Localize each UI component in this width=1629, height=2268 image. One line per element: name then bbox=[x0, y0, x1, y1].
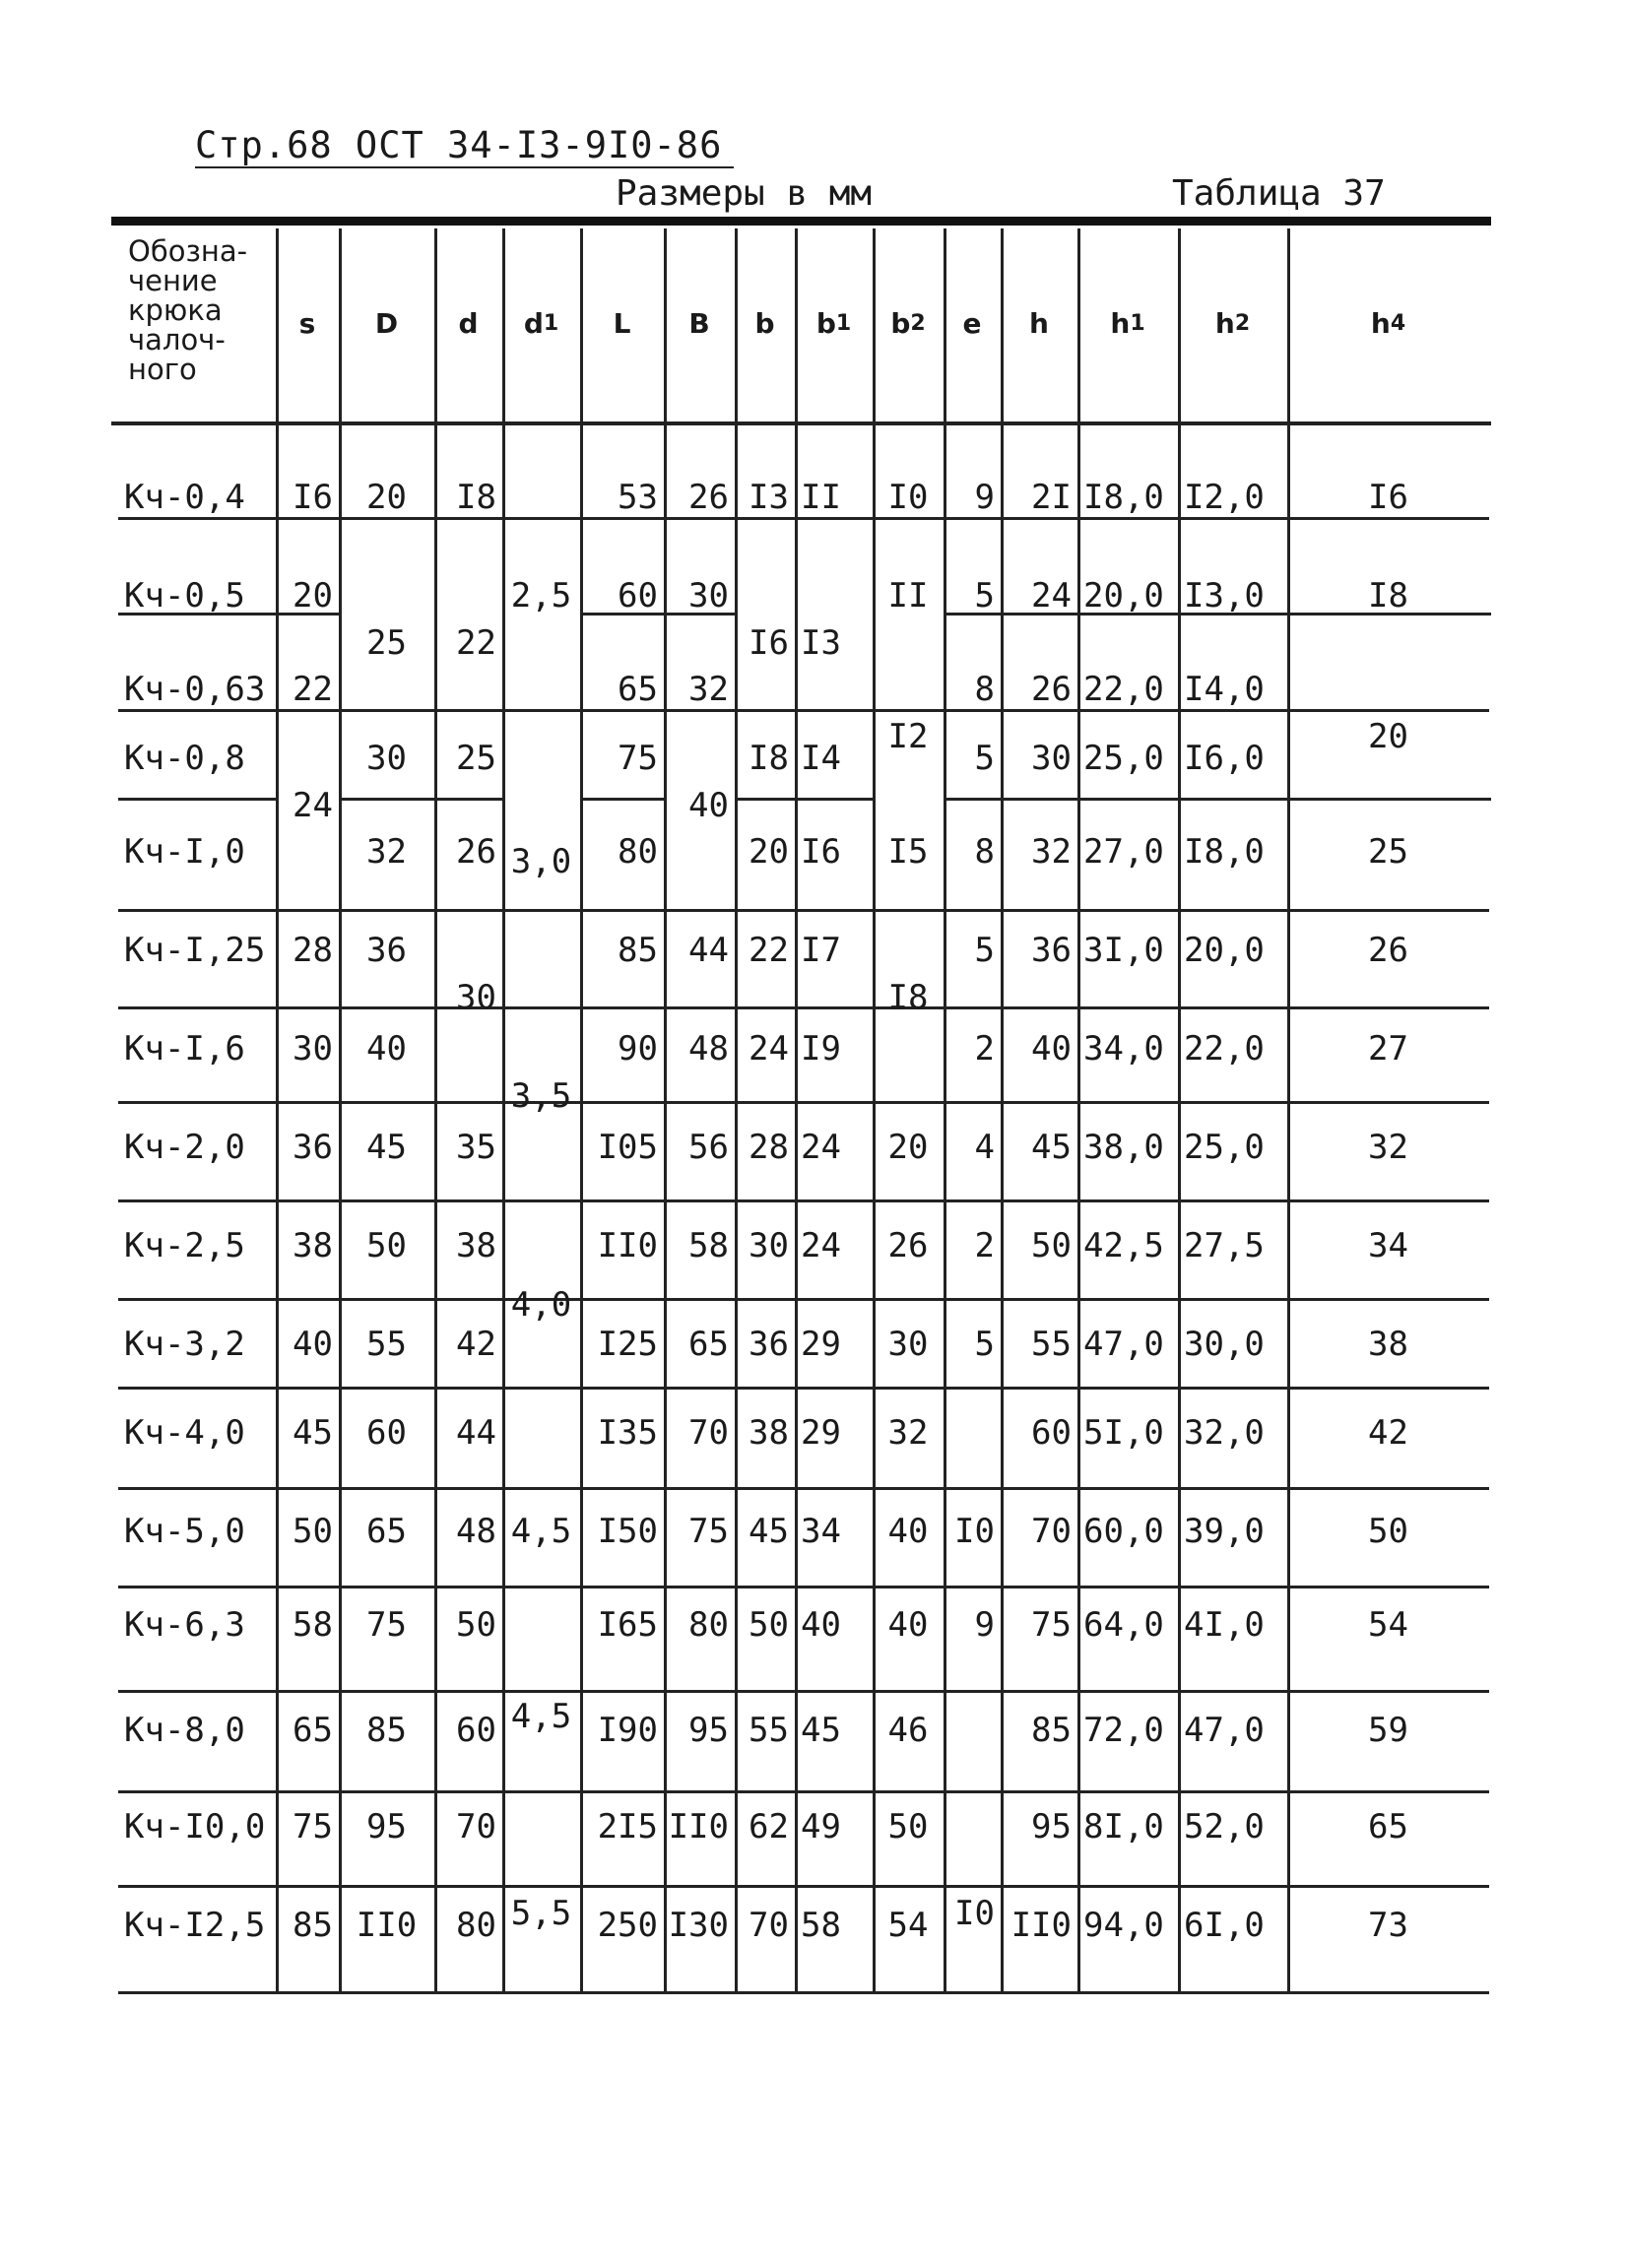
table-cell: 32 bbox=[887, 1413, 929, 1453]
table-cell: 48 bbox=[688, 1029, 729, 1069]
table-cell: 30 bbox=[293, 1029, 333, 1069]
table-cell: 39,0 bbox=[1184, 1512, 1265, 1551]
table-cell: 38 bbox=[1368, 1325, 1408, 1364]
table-cell: II0 bbox=[597, 1226, 658, 1265]
header-D: D bbox=[374, 306, 399, 340]
row-divider bbox=[118, 1991, 1489, 1994]
table-cell: I50 bbox=[597, 1512, 658, 1551]
table-cell: I9 bbox=[801, 1029, 841, 1069]
table-cell: 62 bbox=[749, 1807, 789, 1847]
table-cell: 40 bbox=[1031, 1029, 1072, 1069]
table-cell: 50 bbox=[366, 1226, 407, 1265]
table-cell: 52,0 bbox=[1184, 1807, 1265, 1847]
table-cell: 60 bbox=[456, 1711, 496, 1750]
table-cell: 20 bbox=[749, 832, 789, 872]
table-cell: 70 bbox=[688, 1413, 729, 1453]
table-cell: 6I,0 bbox=[1184, 1906, 1265, 1945]
table-cell: 22,0 bbox=[1083, 670, 1164, 709]
merged-cell: 40 bbox=[688, 785, 729, 825]
row-divider bbox=[735, 798, 873, 801]
table-cell: 34 bbox=[1368, 1226, 1408, 1265]
table-cell: 8I,0 bbox=[1083, 1807, 1164, 1847]
table-cell: 45 bbox=[366, 1128, 407, 1167]
table-cell: 8 bbox=[974, 832, 995, 872]
table-cell: 29 bbox=[801, 1325, 841, 1364]
table-cell: I8 bbox=[456, 478, 496, 517]
merged-cell: 5,5 bbox=[510, 1893, 572, 1933]
table-cell: 80 bbox=[456, 1906, 496, 1945]
table-cell: 30 bbox=[366, 739, 407, 778]
table-cell: 95 bbox=[1031, 1807, 1072, 1847]
table-cell: 30,0 bbox=[1184, 1325, 1265, 1364]
table-cell: 40 bbox=[293, 1325, 333, 1364]
table-cell: 42 bbox=[1368, 1413, 1408, 1453]
row-designation: Кч-I,0 bbox=[124, 832, 245, 872]
table-cell: 20 bbox=[887, 1128, 929, 1167]
table-cell: 38 bbox=[456, 1226, 496, 1265]
table-cell: I30 bbox=[668, 1906, 729, 1945]
table-cell: 28 bbox=[293, 931, 333, 970]
table-cell: I0 bbox=[887, 478, 929, 517]
table-cell: 42,5 bbox=[1083, 1226, 1164, 1265]
table-cell: 75 bbox=[293, 1807, 333, 1847]
table-cell: 25 bbox=[1368, 832, 1408, 872]
table-cell: 65 bbox=[688, 1325, 729, 1364]
row-divider bbox=[118, 1298, 1489, 1301]
table-cell: 5 bbox=[974, 739, 995, 778]
row-divider bbox=[118, 1690, 1489, 1693]
table-cell: 50 bbox=[456, 1605, 496, 1645]
table-cell: 32,0 bbox=[1184, 1413, 1265, 1453]
table-cell: I90 bbox=[597, 1711, 658, 1750]
table-cell: 58 bbox=[293, 1605, 333, 1645]
table-cell: 20 bbox=[293, 576, 333, 616]
table-cell: I0 bbox=[954, 1512, 995, 1551]
merged-cell: 4,0 bbox=[510, 1285, 572, 1325]
table-cell: 2 bbox=[974, 1226, 995, 1265]
table-cell: 32 bbox=[1031, 832, 1072, 872]
table-cell: 45 bbox=[801, 1711, 841, 1750]
table-cell: 50 bbox=[293, 1512, 333, 1551]
table-cell: 26 bbox=[688, 478, 729, 517]
table-cell: I8 bbox=[749, 739, 789, 778]
table-cell: 45 bbox=[293, 1413, 333, 1453]
table-cell: 250 bbox=[597, 1906, 658, 1945]
table-cell: 2I5 bbox=[597, 1807, 658, 1847]
table-cell: 22 bbox=[293, 670, 333, 709]
table-cell: 24 bbox=[801, 1128, 841, 1167]
table-cell: 40 bbox=[887, 1605, 929, 1645]
table-cell: I4,0 bbox=[1184, 670, 1265, 709]
table-cell: 75 bbox=[688, 1512, 729, 1551]
row-designation: Кч-0,63 bbox=[124, 670, 266, 709]
table-cell: 2I bbox=[1031, 478, 1072, 517]
table-cell: 60,0 bbox=[1083, 1512, 1164, 1551]
table-cell: 50 bbox=[887, 1807, 929, 1847]
table-cell: 80 bbox=[688, 1605, 729, 1645]
table-cell: 60 bbox=[1031, 1413, 1072, 1453]
table-cell: 25,0 bbox=[1083, 739, 1164, 778]
merged-cell: I8 bbox=[887, 977, 929, 1017]
table-cell: 24 bbox=[1031, 576, 1072, 616]
table-cell: 24 bbox=[801, 1226, 841, 1265]
table-cell: 26 bbox=[456, 832, 496, 872]
row-designation: Кч-8,0 bbox=[124, 1711, 245, 1750]
merged-cell: 22 bbox=[456, 622, 496, 663]
table-cell: 36 bbox=[1031, 931, 1072, 970]
header-d: d bbox=[458, 306, 479, 340]
merged-cell: 3,0 bbox=[510, 842, 572, 881]
table-cell: 5 bbox=[974, 931, 995, 970]
table-cell: 27 bbox=[1368, 1029, 1408, 1069]
table-cell: 38 bbox=[293, 1226, 333, 1265]
table-cell: 56 bbox=[688, 1128, 729, 1167]
table-cell: 85 bbox=[293, 1906, 333, 1945]
row-designation: Кч-I,6 bbox=[124, 1029, 245, 1069]
merged-cell: 24 bbox=[293, 785, 333, 825]
row-designation: Кч-5,0 bbox=[124, 1512, 245, 1551]
table-cell: II0 bbox=[1010, 1906, 1072, 1945]
table-cell: II0 bbox=[356, 1906, 418, 1945]
header-b2: b 2 bbox=[890, 306, 926, 340]
row-divider bbox=[118, 1199, 1489, 1202]
table-cell: 27,5 bbox=[1184, 1226, 1265, 1265]
table-cell: I3 bbox=[749, 478, 789, 517]
table-cell: 40 bbox=[887, 1512, 929, 1551]
header-designation: Обозна- чение крюка чалоч- ного bbox=[128, 234, 248, 386]
table-cell: 64,0 bbox=[1083, 1605, 1164, 1645]
table-cell: 55 bbox=[366, 1325, 407, 1364]
row-divider bbox=[118, 1101, 1489, 1104]
merged-cell: I0 bbox=[954, 1893, 995, 1933]
table-cell: 20,0 bbox=[1184, 931, 1265, 970]
table-cell: I6 bbox=[1368, 478, 1408, 517]
row-divider bbox=[118, 909, 1489, 912]
table-cell: I7 bbox=[801, 931, 841, 970]
table-cell: 30 bbox=[749, 1226, 789, 1265]
table-cell: I6,0 bbox=[1184, 739, 1265, 778]
row-divider bbox=[580, 798, 664, 801]
table-cell: 38,0 bbox=[1083, 1128, 1164, 1167]
merged-cell: 25 bbox=[366, 622, 407, 663]
table-cell: 58 bbox=[801, 1906, 841, 1945]
table-cell: 25,0 bbox=[1184, 1128, 1265, 1167]
header-h2: h 2 bbox=[1214, 306, 1251, 340]
table-cell: I8,0 bbox=[1083, 478, 1164, 517]
table-cell: 70 bbox=[749, 1906, 789, 1945]
table-cell: 85 bbox=[1031, 1711, 1072, 1750]
table-cell: II0 bbox=[668, 1807, 729, 1847]
row-designation: Кч-6,3 bbox=[124, 1605, 245, 1645]
table-cell: I6 bbox=[801, 832, 841, 872]
table-cell: 50 bbox=[1368, 1512, 1408, 1551]
table-cell: 44 bbox=[688, 931, 729, 970]
merged-cell: 4,5 bbox=[510, 1696, 572, 1736]
merged-cell: I3 bbox=[801, 622, 841, 663]
table-cell: 58 bbox=[688, 1226, 729, 1265]
table-cell: 54 bbox=[1368, 1605, 1408, 1645]
table-cell: 65 bbox=[293, 1711, 333, 1750]
table-cell: 60 bbox=[618, 576, 658, 616]
table-cell: 36 bbox=[749, 1325, 789, 1364]
row-designation: Кч-3,2 bbox=[124, 1325, 245, 1364]
header-d1: d 1 bbox=[523, 306, 559, 340]
table-cell: 22,0 bbox=[1184, 1029, 1265, 1069]
header-s: s bbox=[298, 306, 316, 340]
row-divider bbox=[339, 798, 502, 801]
table-cell: 54 bbox=[887, 1906, 929, 1945]
table-cell: 26 bbox=[1031, 670, 1072, 709]
table-cell: 44 bbox=[456, 1413, 496, 1453]
table-cell: 38 bbox=[749, 1413, 789, 1453]
table-cell: 45 bbox=[1031, 1128, 1072, 1167]
row-divider bbox=[118, 1586, 1489, 1588]
table-number: Таблица 37 bbox=[1172, 173, 1386, 214]
table-cell: 70 bbox=[456, 1807, 496, 1847]
merged-cell: 2,5 bbox=[510, 576, 572, 616]
units-label: Размеры в мм bbox=[616, 173, 873, 214]
header-b: b bbox=[754, 306, 775, 340]
table-cell: 65 bbox=[618, 670, 658, 709]
table-cell: 65 bbox=[366, 1512, 407, 1551]
row-divider bbox=[118, 1487, 1489, 1490]
merged-cell: I6 bbox=[749, 622, 789, 663]
header-L: L bbox=[613, 306, 631, 340]
table-cell: 5I,0 bbox=[1083, 1413, 1164, 1453]
row-designation: Кч-2,5 bbox=[124, 1226, 245, 1265]
table-cell: 40 bbox=[801, 1605, 841, 1645]
table-cell: 48 bbox=[456, 1512, 496, 1551]
table-cell: 42 bbox=[456, 1325, 496, 1364]
table-cell: 75 bbox=[618, 739, 658, 778]
table-cell: 27,0 bbox=[1083, 832, 1164, 872]
table-cell: 2 bbox=[974, 1029, 995, 1069]
table-cell: 28 bbox=[749, 1128, 789, 1167]
table-cell: 5 bbox=[974, 576, 995, 616]
table-cell: 47,0 bbox=[1184, 1711, 1265, 1750]
page-header: Стр.68 ОСТ 34-I3-9I0-86 bbox=[195, 124, 734, 168]
table-cell: I6 bbox=[293, 478, 333, 517]
table-cell: 35 bbox=[456, 1128, 496, 1167]
table-cell: 70 bbox=[1031, 1512, 1072, 1551]
table-cell: 40 bbox=[366, 1029, 407, 1069]
table-cell: 22 bbox=[749, 931, 789, 970]
merged-cell: 30 bbox=[456, 977, 496, 1017]
table-cell: 75 bbox=[1031, 1605, 1072, 1645]
table-cell: 49 bbox=[801, 1807, 841, 1847]
table-cell: 95 bbox=[366, 1807, 407, 1847]
row-designation: Кч-I2,5 bbox=[124, 1906, 266, 1945]
table-cell: II bbox=[887, 576, 929, 616]
header-h: h bbox=[1029, 306, 1049, 340]
table-cell: I4 bbox=[801, 739, 841, 778]
table-cell: 45 bbox=[749, 1512, 789, 1551]
table-cell: I25 bbox=[597, 1325, 658, 1364]
table-cell: 94,0 bbox=[1083, 1906, 1164, 1945]
table-cell: 47,0 bbox=[1083, 1325, 1164, 1364]
table-cell: 9 bbox=[974, 1605, 995, 1645]
table-cell: 4,5 bbox=[510, 1512, 572, 1551]
table-cell: 53 bbox=[618, 478, 658, 517]
table-cell: 80 bbox=[618, 832, 658, 872]
table-cell: 85 bbox=[618, 931, 658, 970]
table-cell: 26 bbox=[1368, 931, 1408, 970]
table-cell: 34 bbox=[801, 1512, 841, 1551]
table-cell: 9 bbox=[974, 478, 995, 517]
merged-cell: 3,5 bbox=[510, 1075, 572, 1116]
table-cell: 24 bbox=[749, 1029, 789, 1069]
table-cell: 20,0 bbox=[1083, 576, 1164, 616]
table-cell: 26 bbox=[887, 1226, 929, 1265]
header-h1: h 1 bbox=[1110, 306, 1145, 340]
table-cell: 60 bbox=[366, 1413, 407, 1453]
table-cell: 72,0 bbox=[1083, 1711, 1164, 1750]
row-designation: Кч-4,0 bbox=[124, 1413, 245, 1453]
table-cell: 36 bbox=[293, 1128, 333, 1167]
table-cell: 3I,0 bbox=[1083, 931, 1164, 970]
row-divider bbox=[118, 1387, 1489, 1390]
merged-cell: 20 bbox=[1368, 716, 1408, 756]
row-divider bbox=[118, 798, 276, 801]
table-cell: I8 bbox=[1368, 576, 1408, 616]
table-cell: 55 bbox=[749, 1711, 789, 1750]
table-cell: 5 bbox=[974, 1325, 995, 1364]
header-h4: h 4 bbox=[1370, 306, 1406, 340]
table-cell: 20 bbox=[366, 478, 407, 517]
table-cell: 50 bbox=[1031, 1226, 1072, 1265]
table-cell: 4 bbox=[974, 1128, 995, 1167]
row-divider bbox=[118, 1006, 1489, 1009]
header-b1: b 1 bbox=[815, 306, 852, 340]
row-designation: Кч-I0,0 bbox=[124, 1807, 266, 1847]
table-cell: 36 bbox=[366, 931, 407, 970]
table-cell: 55 bbox=[1031, 1325, 1072, 1364]
table-cell: 59 bbox=[1368, 1711, 1408, 1750]
table-cell: 85 bbox=[366, 1711, 407, 1750]
table-cell: I05 bbox=[597, 1128, 658, 1167]
table-cell: 32 bbox=[366, 832, 407, 872]
table-cell: 32 bbox=[688, 670, 729, 709]
table-cell: 50 bbox=[749, 1605, 789, 1645]
row-designation: Кч-0,5 bbox=[124, 576, 245, 616]
header-e: e bbox=[962, 306, 982, 340]
row-designation: Кч-0,8 bbox=[124, 739, 245, 778]
table-cell: 90 bbox=[618, 1029, 658, 1069]
row-divider bbox=[118, 1885, 1489, 1888]
table-cell: 30 bbox=[887, 1325, 929, 1364]
row-designation: Кч-0,4 bbox=[124, 478, 245, 517]
table-cell: I65 bbox=[597, 1605, 658, 1645]
table-cell: 29 bbox=[801, 1413, 841, 1453]
table-cell: II bbox=[801, 478, 841, 517]
table-cell: 30 bbox=[1031, 739, 1072, 778]
table-cell: I2,0 bbox=[1184, 478, 1265, 517]
table-cell: I5 bbox=[887, 832, 929, 872]
table-cell: 75 bbox=[366, 1605, 407, 1645]
table-cell: 8 bbox=[974, 670, 995, 709]
merged-cell: I2 bbox=[887, 716, 929, 756]
table-cell: I8,0 bbox=[1184, 832, 1265, 872]
table-cell: 32 bbox=[1368, 1128, 1408, 1167]
row-designation: Кч-I,25 bbox=[124, 931, 266, 970]
table-cell: 4I,0 bbox=[1184, 1605, 1265, 1645]
table-cell: 95 bbox=[688, 1711, 729, 1750]
table-cell: I3,0 bbox=[1184, 576, 1265, 616]
table-cell: 30 bbox=[688, 576, 729, 616]
table-cell: 25 bbox=[456, 739, 496, 778]
row-designation: Кч-2,0 bbox=[124, 1128, 245, 1167]
table-cell: I35 bbox=[597, 1413, 658, 1453]
table-cell: 73 bbox=[1368, 1906, 1408, 1945]
table-cell: 34,0 bbox=[1083, 1029, 1164, 1069]
table-cell: 46 bbox=[887, 1711, 929, 1750]
table-cell: 65 bbox=[1368, 1807, 1408, 1847]
header-B: B bbox=[688, 306, 710, 340]
